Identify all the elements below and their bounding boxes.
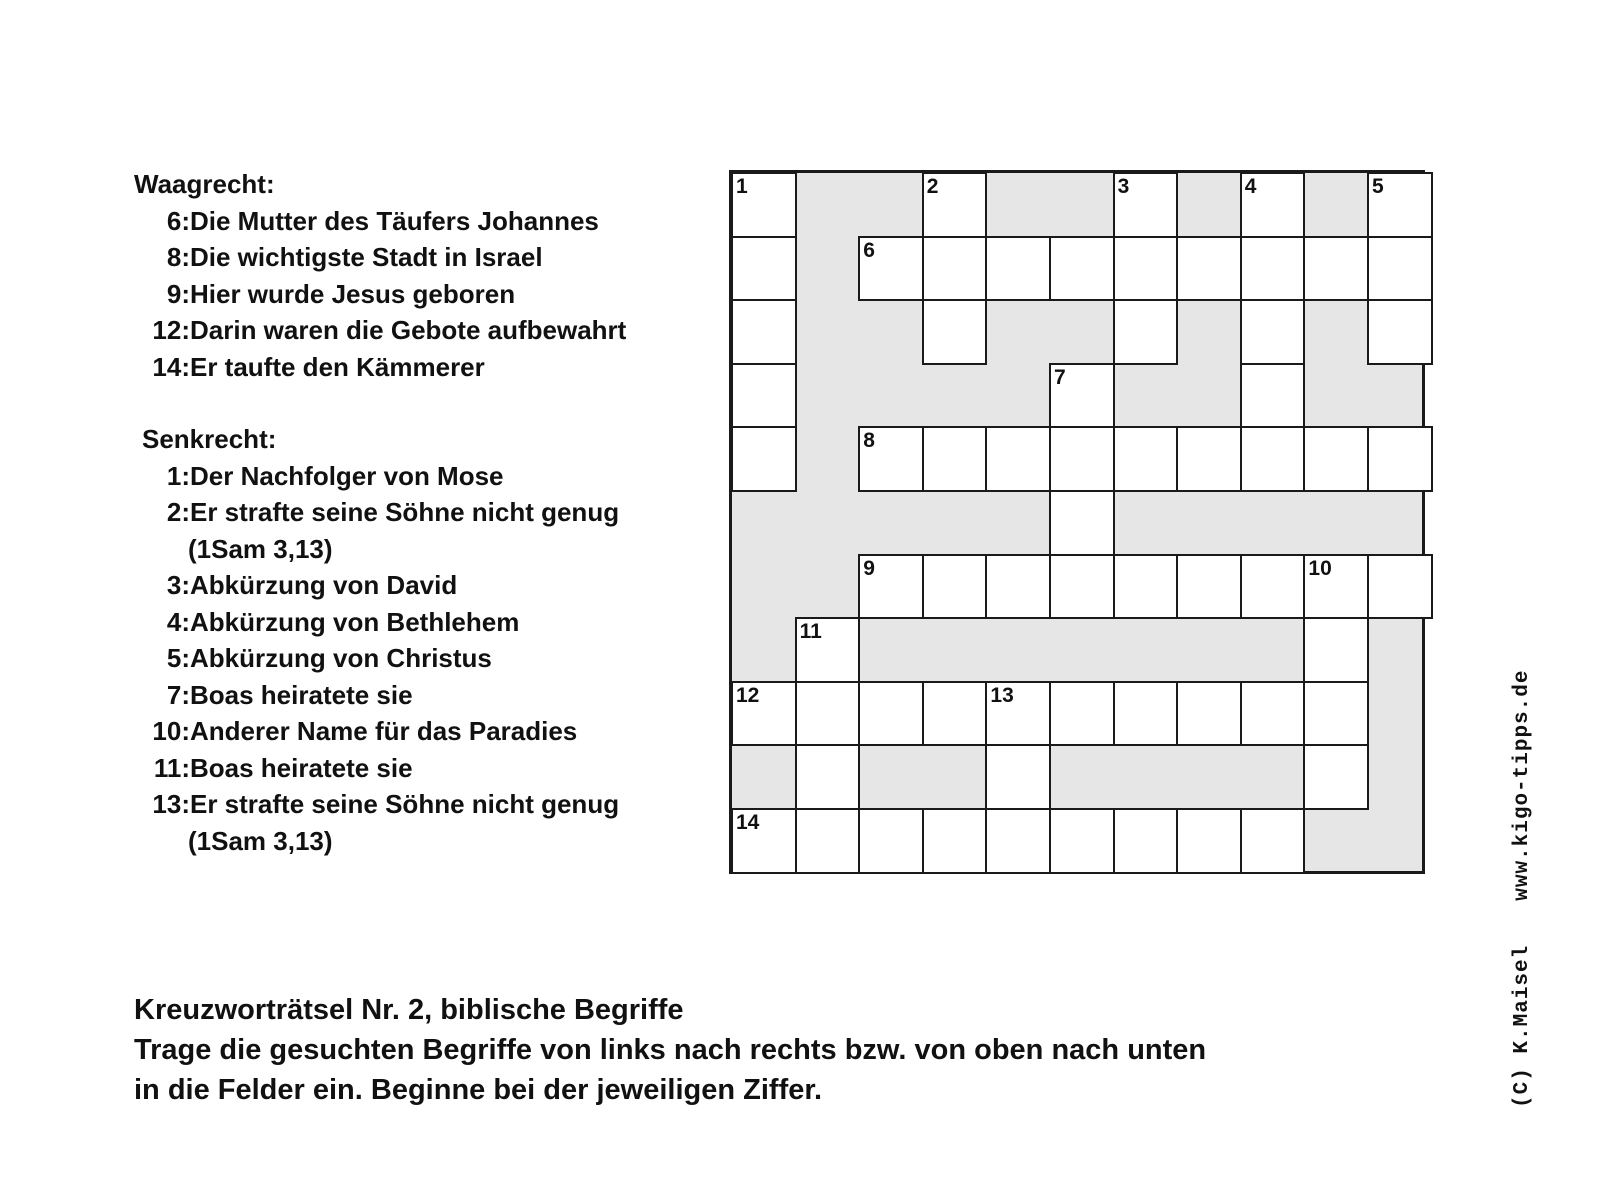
grid-cell[interactable] bbox=[1113, 808, 1179, 874]
clue-text: Boas heiratete sie bbox=[190, 752, 413, 783]
down-clue bbox=[134, 786, 694, 823]
grid-cell[interactable] bbox=[1049, 363, 1115, 429]
grid-cell[interactable] bbox=[1367, 426, 1433, 492]
grid-cell[interactable] bbox=[731, 681, 797, 747]
grid-cell[interactable] bbox=[1240, 554, 1306, 620]
down-clue bbox=[134, 604, 694, 641]
grid-cell[interactable] bbox=[858, 681, 924, 747]
clue-number: 12: bbox=[152, 315, 190, 345]
grid-cell[interactable] bbox=[731, 363, 797, 429]
grid-cell[interactable] bbox=[1240, 236, 1306, 302]
grid-cell[interactable] bbox=[1176, 808, 1242, 874]
grid-cell[interactable] bbox=[1367, 236, 1433, 302]
across-clue bbox=[134, 276, 694, 313]
grid-cell[interactable] bbox=[1049, 681, 1115, 747]
clue-number: 14: bbox=[152, 351, 190, 382]
grid-cell[interactable] bbox=[1303, 426, 1369, 492]
cell-number: 10 bbox=[1308, 556, 1332, 580]
across-clues bbox=[134, 203, 694, 386]
grid-cell[interactable] bbox=[1049, 236, 1115, 302]
grid-cell[interactable] bbox=[985, 681, 1051, 747]
clue-text: Hier wurde Jesus geboren bbox=[190, 278, 516, 309]
grid-cell[interactable] bbox=[985, 808, 1051, 874]
grid-cell[interactable] bbox=[1303, 554, 1369, 620]
grid-cell[interactable] bbox=[858, 554, 924, 620]
grid-cell[interactable] bbox=[1113, 172, 1179, 238]
grid-cell[interactable] bbox=[1367, 172, 1433, 238]
down-heading: Senkrecht: bbox=[142, 424, 277, 454]
clue-text: Anderer Name für das Paradies bbox=[190, 716, 578, 746]
grid-cell[interactable] bbox=[1303, 681, 1369, 747]
clue-spacer bbox=[134, 385, 694, 421]
grid-cell[interactable] bbox=[922, 554, 988, 620]
grid-cell[interactable] bbox=[1303, 617, 1369, 683]
clue-number: 13: bbox=[152, 789, 190, 819]
clue-text: Die wichtigste Stadt in Israel bbox=[190, 242, 543, 272]
cell-number: 1 bbox=[736, 175, 748, 198]
grid-cell[interactable] bbox=[795, 681, 861, 747]
cell-number: 4 bbox=[1244, 175, 1257, 198]
clue-continuation: (1Sam 3,13) bbox=[188, 533, 333, 564]
down-clue bbox=[134, 494, 694, 531]
clue-number: 1: bbox=[166, 460, 190, 491]
grid-cell[interactable] bbox=[1367, 299, 1433, 365]
clue-number: 6: bbox=[166, 205, 190, 236]
grid-cell[interactable] bbox=[1176, 681, 1242, 747]
cell-number: 7 bbox=[1054, 365, 1066, 389]
grid-cell[interactable] bbox=[1240, 363, 1306, 429]
crossword-grid bbox=[729, 170, 1425, 874]
grid-cell[interactable] bbox=[1240, 299, 1306, 365]
grid-cell[interactable] bbox=[1049, 808, 1115, 874]
grid-cell[interactable] bbox=[1049, 554, 1115, 620]
down-clue bbox=[134, 567, 694, 604]
grid-cell[interactable] bbox=[1240, 172, 1306, 238]
clue-list bbox=[134, 166, 694, 859]
puzzle-title: Kreuzworträtsel Nr. 2, biblische Begriffe bbox=[134, 994, 684, 1026]
grid-cell[interactable] bbox=[858, 236, 924, 302]
across-heading: Waagrecht: bbox=[134, 169, 275, 199]
clue-text: Der Nachfolger von Mose bbox=[190, 460, 504, 491]
cell-number: 14 bbox=[736, 811, 760, 834]
copyright-text: (C) K.Maisel bbox=[1511, 944, 1534, 1108]
grid-cell[interactable] bbox=[922, 236, 988, 302]
cell-number: 11 bbox=[799, 620, 822, 644]
cell-number: 8 bbox=[863, 429, 875, 453]
clue-text: Die Mutter des Täufers Johannes bbox=[190, 205, 599, 236]
clue-text: Darin waren die Gebote aufbewahrt bbox=[190, 315, 627, 345]
clue-continuation: (1Sam 3,13) bbox=[188, 825, 333, 856]
cell-number: 5 bbox=[1372, 175, 1384, 198]
cell-number: 12 bbox=[736, 683, 760, 707]
grid-cell[interactable] bbox=[731, 236, 797, 302]
instructions bbox=[134, 990, 1434, 1110]
grid-cell[interactable] bbox=[985, 744, 1051, 810]
clue-number: 8: bbox=[166, 242, 190, 272]
grid-cell[interactable] bbox=[1240, 426, 1306, 492]
across-clue bbox=[134, 349, 694, 386]
clue-number: 2: bbox=[166, 497, 190, 527]
grid-cell[interactable] bbox=[795, 617, 861, 683]
down-clue bbox=[134, 640, 694, 677]
grid-cell[interactable] bbox=[985, 554, 1051, 620]
grid-cell[interactable] bbox=[985, 236, 1051, 302]
grid-cell[interactable] bbox=[1049, 426, 1115, 492]
across-clue bbox=[134, 312, 694, 349]
grid-cell[interactable] bbox=[922, 808, 988, 874]
cell-number: 9 bbox=[863, 556, 875, 580]
cell-number: 2 bbox=[926, 175, 939, 198]
grid-cell[interactable] bbox=[922, 299, 988, 365]
grid-cell[interactable] bbox=[1049, 490, 1115, 556]
grid-cell[interactable] bbox=[1113, 681, 1179, 747]
grid-cell[interactable] bbox=[1240, 681, 1306, 747]
grid-cell[interactable] bbox=[1176, 426, 1242, 492]
grid-cell[interactable] bbox=[1240, 808, 1306, 874]
clue-number: 5: bbox=[166, 643, 190, 673]
clue-text: Er strafte seine Söhne nicht genug bbox=[190, 789, 620, 819]
instruction-line-2: in die Felder ein. Beginne bei der jeweiligen Ziffer. bbox=[134, 1074, 823, 1106]
cell-number: 3 bbox=[1117, 175, 1130, 198]
grid-cell[interactable] bbox=[1113, 299, 1179, 365]
grid-cell[interactable] bbox=[1113, 426, 1179, 492]
grid-cell[interactable] bbox=[731, 172, 797, 238]
grid-cell[interactable] bbox=[858, 426, 924, 492]
grid-cell[interactable] bbox=[1303, 744, 1369, 810]
grid-cell[interactable] bbox=[1367, 554, 1433, 620]
website-text: www.kigo-tipps.de bbox=[1511, 669, 1534, 901]
grid-cell[interactable] bbox=[922, 681, 988, 747]
grid-cell[interactable] bbox=[1303, 236, 1369, 302]
clue-text: Abkürzung von Christus bbox=[190, 643, 492, 673]
clue-number: 3: bbox=[166, 570, 190, 600]
across-clue bbox=[134, 203, 694, 240]
grid-cell[interactable] bbox=[1113, 236, 1179, 302]
cell-number: 13 bbox=[990, 683, 1014, 707]
instruction-line-1: Trage die gesuchten Begriffe von links nach rechts bzw. von oben nach unten bbox=[134, 1034, 1207, 1066]
clue-number: 9: bbox=[166, 278, 190, 309]
grid-cell[interactable] bbox=[922, 172, 988, 238]
grid-cell[interactable] bbox=[922, 426, 988, 492]
clue-number: 11: bbox=[153, 752, 190, 783]
grid-cell[interactable] bbox=[1176, 236, 1242, 302]
grid-cell[interactable] bbox=[731, 299, 797, 365]
clue-text: Er strafte seine Söhne nicht genug bbox=[190, 497, 620, 527]
clue-text: Er taufte den Kämmerer bbox=[190, 351, 485, 382]
down-clue bbox=[134, 458, 694, 495]
grid-cell[interactable] bbox=[985, 426, 1051, 492]
grid-cell[interactable] bbox=[1113, 554, 1179, 620]
grid-cell[interactable] bbox=[858, 808, 924, 874]
clue-text: Boas heiratete sie bbox=[190, 679, 413, 710]
clue-number: 4: bbox=[166, 606, 190, 637]
clue-text: Abkürzung von David bbox=[190, 570, 458, 600]
cell-number: 6 bbox=[863, 238, 875, 262]
vertical-credit bbox=[1511, 670, 1534, 1108]
grid-cell[interactable] bbox=[731, 426, 797, 492]
grid-cell[interactable] bbox=[731, 808, 797, 874]
across-clue bbox=[134, 239, 694, 276]
clue-number: 7: bbox=[166, 679, 190, 710]
down-clue bbox=[134, 750, 694, 787]
down-clue bbox=[134, 713, 694, 750]
grid-cell[interactable] bbox=[795, 744, 861, 810]
clue-number: 10: bbox=[152, 716, 190, 746]
down-clue bbox=[134, 677, 694, 714]
down-clues bbox=[134, 458, 694, 860]
clue-text: Abkürzung von Bethlehem bbox=[190, 606, 520, 637]
grid-cell[interactable] bbox=[1176, 554, 1242, 620]
grid-cell[interactable] bbox=[795, 808, 861, 874]
